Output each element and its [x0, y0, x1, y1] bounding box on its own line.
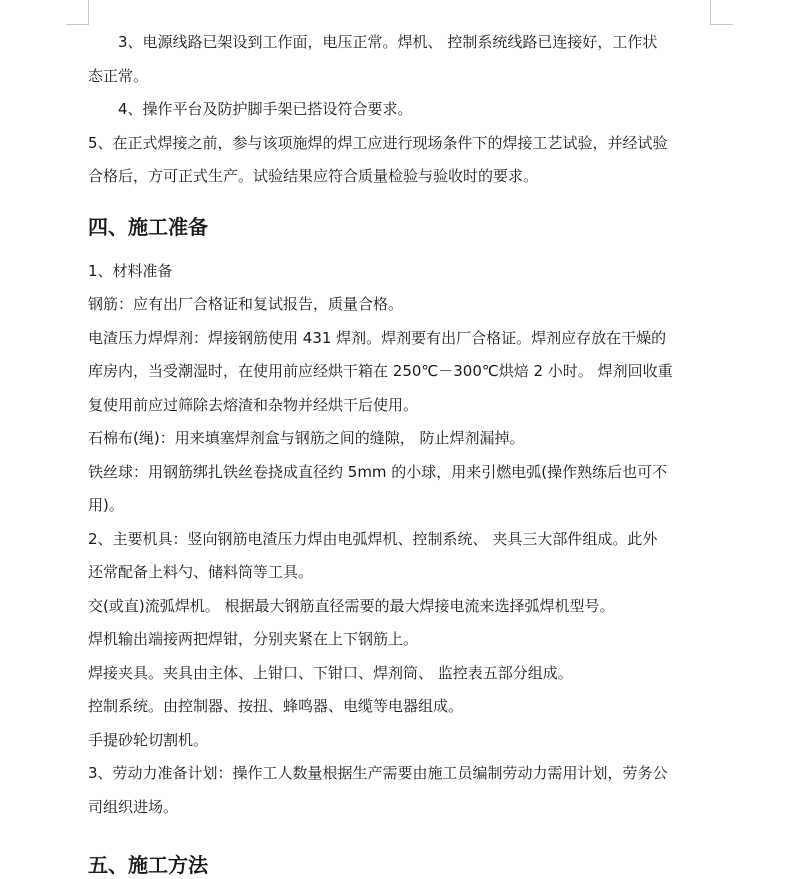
page-corner-mark-right: [710, 0, 733, 25]
paragraph-line: 电渣压力焊焊剂：焊接钢筋使用 431 焊剂。焊剂要有出厂合格证。焊剂应存放在干燥的: [88, 328, 667, 347]
paragraph-line: 还常配备上料勺、储料筒等工具。: [88, 563, 314, 581]
paragraph-line: 1、材料准备: [88, 261, 173, 280]
paragraph-line: 3、劳动力准备计划：操作工人数量根据生产需要由施工员编制劳动力需用计划，劳务公: [88, 764, 668, 782]
paragraph-line: 司组织进场。: [88, 797, 179, 816]
paragraph-line: 复使用前应过筛除去熔渣和杂物并经烘干后使用。: [88, 395, 419, 414]
paragraph-line: 4、操作平台及防护脚手架已搭设符合要求。: [118, 100, 413, 118]
paragraph-line: 石棉布(绳)：用来填塞焊剂盒与钢筋之间的缝隙， 防止焊剂漏掉。: [88, 429, 525, 447]
section-heading-5: 五、施工方法: [88, 853, 208, 877]
paragraph-line: 库房内，当受潮湿时，在使用前应经烘干箱在 250℃－300℃烘焙 2 小时。 焊剂回收重: [88, 362, 673, 380]
paragraph-line: 手提砂轮切割机。: [88, 730, 209, 749]
paragraph-line: 3、电源线路已架设到工作面，电压正常。焊机、 控制系统线路已连接好，工作状: [118, 33, 658, 51]
paragraph-line: 焊机输出端接两把焊钳，分别夹紧在上下钢筋上。: [88, 630, 419, 648]
paragraph-line: 铁丝球：用钢筋绑扎铁丝卷挠成直径约 5mm 的小球，用来引燃电弧(操作熟练后也可不: [88, 462, 668, 481]
paragraph-line: 合格后，方可正式生产。试验结果应符合质量检验与验收时的要求。: [88, 167, 539, 185]
paragraph-line: 钢筋：应有出厂合格证和复试报告，质量合格。: [88, 295, 404, 313]
page-corner-mark-left: [66, 0, 89, 25]
paragraph-line: 5、在正式焊接之前，参与该项施焊的焊工应进行现场条件下的焊接工艺试验，并经试验: [88, 133, 668, 152]
paragraph-line: 控制系统。由控制器、按扭、蜂鸣器、电缆等电器组成。: [88, 697, 464, 715]
paragraph-line: 交(或直)流弧焊机。 根据最大钢筋直径需要的最大焊接电流来选择弧焊机型号。: [88, 596, 615, 615]
section-heading-4: 四、施工准备: [88, 214, 208, 239]
paragraph-line: 焊接夹具。夹具由主体、上钳口、下钳口、焊剂筒、 监控表五部分组成。: [88, 663, 573, 682]
paragraph-line: 2、主要机具：竖向钢筋电渣压力焊由电弧焊机、控制系统、 夹具三大部件组成。此外: [88, 529, 658, 548]
paragraph-line: 态正常。: [88, 66, 149, 85]
paragraph-line: 用)。: [88, 496, 124, 514]
document-body: [88, 26, 700, 879]
